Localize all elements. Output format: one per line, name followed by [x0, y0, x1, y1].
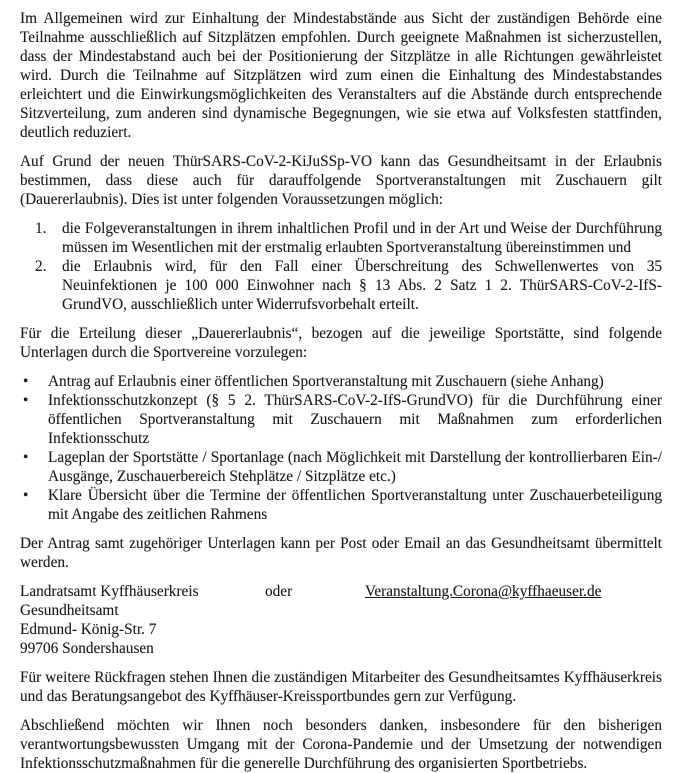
- contact-street: Edmund- König-Str. 7: [20, 621, 157, 638]
- list-item: [20, 372, 662, 391]
- contact-org: Landratsamt Kyffhäuserkreis: [20, 583, 199, 600]
- list-item-text: Klare Übersicht über die Termine der öffentlichen Sportveranstaltung unter Zuschauerbeteiligung mit Angabe des zeitlichen Rahmens: [48, 487, 662, 523]
- paragraph-antrag-versand: Der Antrag samt zugehöriger Unterlagen kann per Post oder Email an das Gesundheitsamt übermittelt werden.: [20, 535, 662, 571]
- list-item-text: Infektionsschutzkonzept (§ 5 2. ThürSARS-CoV-2-IfS-GrundVO) für die Durchführung einer öffentlichen Sportveranstaltung mit Zuschauern mit Maßnahmen zum erforderlichen Infektionsschutz: [48, 392, 662, 447]
- paragraph-intro: Im Allgemeinen wird zur Einhaltung der Mindestabstände aus Sicht der zuständigen Behörde eine Teilnahme ausschließlich auf Sitzplätzen empfohlen. Durch geeignete Maßnahmen ist sicherzustellen, dass der Mindestabstand auch bei der Positionierung der Sitzplätze in alle Richtungen gewährleistet wird. Durch die Teilnahme auf Sitzplätzen wird zum einen die Einhaltung des Mindestabstandes erleichtert und die Einwirkungsmöglichkeiten des Veranstalters auf die Abstände durch entsprechende Sitzverteilung, zum anderen sind dynamische Begegnungen, wie sie etwa auf Volksfesten stattfinden, deutlich reduziert.: [20, 10, 662, 141]
- bullet-icon: •: [23, 373, 29, 390]
- list-item-text: Antrag auf Erlaubnis einer öffentlichen Sportveranstaltung mit Zuschauern (siehe Anhang): [48, 373, 604, 390]
- contact-dept: Gesundheitsamt: [20, 602, 119, 619]
- list-item: [20, 391, 662, 448]
- list-item-text: die Folgeveranstaltungen in ihrem inhaltlichen Profil und in der Art und Weise der Durchführung müssen im Wesentlichen mit der erstmalig erlaubten Sportveranstaltung übereinstimmen und: [62, 220, 662, 256]
- paragraph-erteilung: Für die Erteilung dieser „Dauererlaubnis“, bezogen auf die jeweilige Sportstätte, sind folgende Unterlagen durch die Sportvereine vorzulegen:: [20, 325, 662, 361]
- list-item-text: die Erlaubnis wird, für den Fall einer Überschreitung des Schwellenwertes von 35 Neuinfektionen je 100 000 Einwohner nach § 13 Abs. 2 Satz 1 2. ThürSARS-CoV-2-IfS-GrundVO, ausschließlich unter Widerrufsvorbehalt erteilt.: [62, 258, 662, 313]
- contact-connector: oder: [265, 583, 293, 600]
- bullet-icon: •: [23, 449, 29, 466]
- list-item: [20, 448, 662, 486]
- list-item-number: 1.: [35, 220, 47, 237]
- paragraph-legal-basis: Auf Grund der neuen ThürSARS-CoV-2-KiJuSSp-VO kann das Gesundheitsamt in der Erlaubnis bestimmen, dass diese auch für darauffolgende Sportveranstaltungen mit Zuschauern gilt (Dauererlaubnis). Dies ist unter folgenden Voraussetzungen möglich:: [20, 153, 662, 208]
- contact-row: [20, 582, 662, 601]
- list-item-number: 2.: [35, 258, 47, 275]
- bullet-icon: •: [23, 392, 29, 409]
- list-item: [20, 219, 662, 257]
- paragraph-dank: Abschließend möchten wir Ihnen noch besonders danken, insbesondere für den bisherigen verantwortungsbewussten Umgang mit der Corona-Pandemie und der Umsetzung der notwendigen Infektionsschutzmaßnahmen für die generelle Durchführung des organisierten Sportbetriebs.: [20, 717, 662, 772]
- contact-city: 99706 Sondershausen: [20, 640, 154, 657]
- contact-block: [20, 582, 662, 658]
- list-item-text: Lageplan der Sportstätte / Sportanlage (nach Möglichkeit mit Darstellung der kontrollierbaren Ein-/ Ausgänge, Zuschauerbereich Stehplätze / Sitzplätze etc.): [48, 449, 662, 485]
- list-item: [20, 257, 662, 314]
- bullet-icon: •: [23, 487, 29, 504]
- contact-email-link[interactable]: Veranstaltung.Corona@kyffhaeuser.de: [365, 583, 602, 600]
- numbered-list: [20, 219, 662, 314]
- list-item: [20, 486, 662, 524]
- paragraph-rueckfragen: Für weitere Rückfragen stehen Ihnen die zuständigen Mitarbeiter des Gesundheitsamtes Kyffhäuserkreis und das Beratungsangebot des Kyffhäuser-Kreissportbundes gern zur Verfügung.: [20, 669, 662, 705]
- bullet-list: [20, 372, 662, 524]
